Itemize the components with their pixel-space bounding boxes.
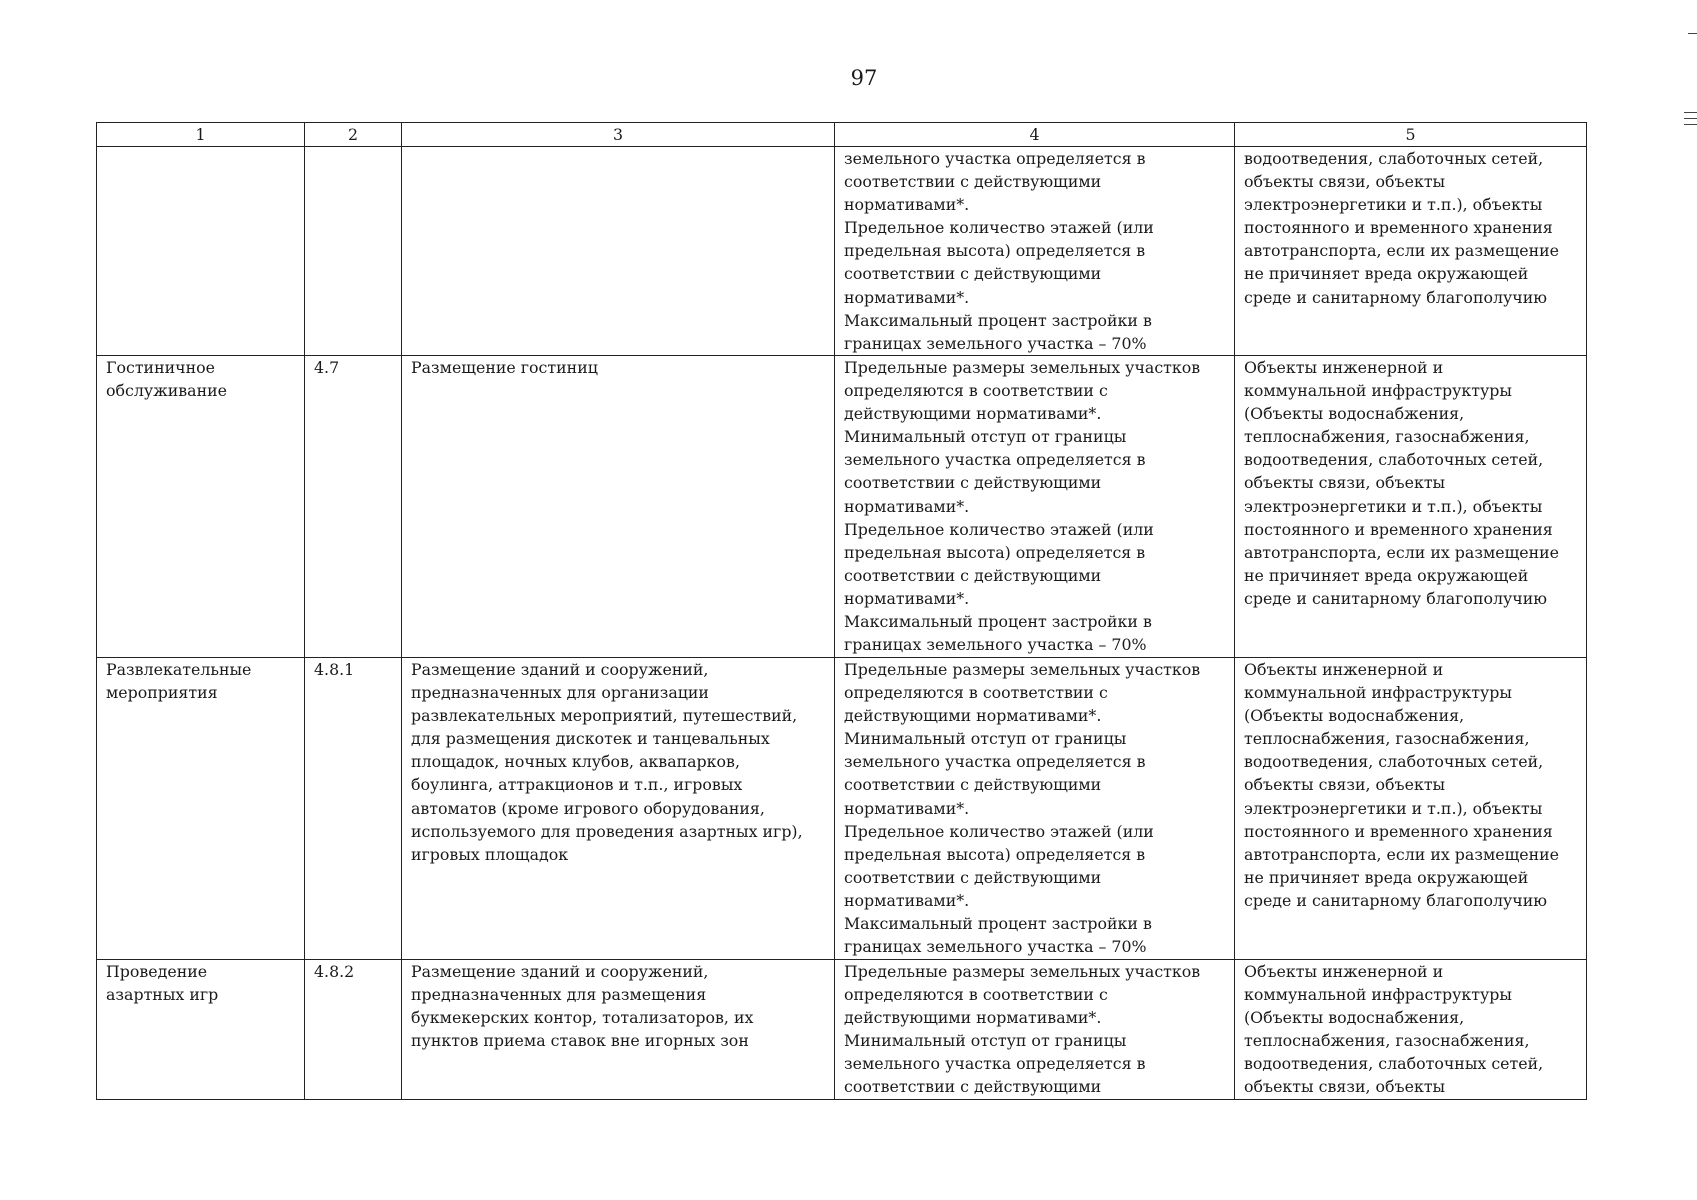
use-code-cell — [305, 147, 402, 356]
use-description-cell — [402, 658, 835, 960]
scan-margin-mark — [1688, 33, 1697, 34]
use-code-cell — [305, 356, 402, 658]
table-row — [97, 960, 1587, 1100]
land-use-table — [96, 122, 1587, 1100]
table-row — [97, 147, 1587, 356]
table-row — [97, 658, 1587, 960]
auxiliary-text: Объекты инженерной и коммунальной инфраструктуры (Объекты водоснабжения, теплоснабжения, газоснабжения, водоотведения, слаботочных сетей, объекты связи, объекты электроэнергетики и т.п.), объекты постоянного и временного хранения автотранспорта, если их размещение не причиняет вреда окружающей среде и санитарному благополучию — [1244, 358, 1560, 608]
header-cell-3: 3 — [402, 123, 835, 147]
parameters-cell — [835, 960, 1235, 1100]
parameters-text: земельного участка определяется в соответствии с действующими нормативами*. Предельное количество этажей (или предельная высота) определяется в соответствии с действующими нормативами*. Максимальный процент застройки в границах земельного участка – 70% — [844, 149, 1154, 353]
use-description: Размещение гостиниц — [411, 358, 598, 377]
use-name-cell — [97, 658, 305, 960]
use-name-cell — [97, 356, 305, 658]
use-name-cell — [97, 147, 305, 356]
use-code: 4.7 — [314, 358, 340, 377]
parameters-text: Предельные размеры земельных участков определяются в соответствии с действующими нормативами*. Минимальный отступ от границы земельного участка определяется в соответствии с действующими — [844, 962, 1201, 1097]
use-code: 4.8.1 — [314, 660, 355, 679]
parameters-cell — [835, 658, 1235, 960]
use-code-cell — [305, 960, 402, 1100]
use-description: Размещение зданий и сооружений, предназначенных для размещения букмекерских контор, тотализаторов, их пунктов приема ставок вне игорных зон — [411, 962, 754, 1051]
header-cell-1: 1 — [97, 123, 305, 147]
use-description-cell — [402, 147, 835, 356]
parameters-cell — [835, 356, 1235, 658]
use-description-cell — [402, 356, 835, 658]
header-row — [97, 123, 1587, 147]
header-cell-2: 2 — [305, 123, 402, 147]
auxiliary-text: водоотведения, слаботочных сетей, объекты связи, объекты электроэнергетики и т.п.), объекты постоянного и временного хранения автотранспорта, если их размещение не причиняет вреда окружающей среде и санитарному благополучию — [1244, 149, 1560, 307]
auxiliary-text: Объекты инженерной и коммунальной инфраструктуры (Объекты водоснабжения, теплоснабжения, газоснабжения, водоотведения, слаботочных сетей, объекты связи, объекты электроэнергетики и т.п.), объекты постоянного и временного хранения автотранспорта, если их размещение не причиняет вреда окружающей среде и санитарному благополучию — [1244, 660, 1560, 910]
scan-margin-mark — [1684, 112, 1697, 113]
use-name-cell — [97, 960, 305, 1100]
auxiliary-cell — [1235, 658, 1587, 960]
use-name: Развлекательные мероприятия — [106, 660, 252, 703]
page-number: 97 — [850, 66, 878, 90]
scan-margin-mark — [1684, 124, 1697, 125]
use-description-cell — [402, 960, 835, 1100]
auxiliary-cell — [1235, 960, 1587, 1100]
auxiliary-cell — [1235, 147, 1587, 356]
auxiliary-text: Объекты инженерной и коммунальной инфраструктуры (Объекты водоснабжения, теплоснабжения, газоснабжения, водоотведения, слаботочных сетей, объекты связи, объекты — [1244, 962, 1544, 1097]
scan-margin-mark — [1684, 118, 1697, 119]
use-description: Размещение зданий и сооружений, предназначенных для организации развлекательных мероприятий, путешествий, для размещения дискотек и танцевальных площадок, ночных клубов, аквапарков, боулинга, аттракционов и т.п., игровых автоматов (кроме игрового оборудования, используемого для проведения азартных игр), игровых площадок — [411, 660, 803, 864]
header-cell-5: 5 — [1235, 123, 1587, 147]
header-cell-4: 4 — [835, 123, 1235, 147]
use-code-cell — [305, 658, 402, 960]
parameters-text: Предельные размеры земельных участков определяются в соответствии с действующими нормативами*. Минимальный отступ от границы земельного участка определяется в соответствии с действующими нормативами*. Предельное количество этажей (или предельная высота) определяется в соответствии с действующими нормативами*. Максимальный процент застройки в границах земельного участка – 70% — [844, 358, 1201, 655]
use-code: 4.8.2 — [314, 962, 355, 981]
parameters-text: Предельные размеры земельных участков определяются в соответствии с действующими нормативами*. Минимальный отступ от границы земельного участка определяется в соответствии с действующими нормативами*. Предельное количество этажей (или предельная высота) определяется в соответствии с действующими нормативами*. Максимальный процент застройки в границах земельного участка – 70% — [844, 660, 1201, 957]
auxiliary-cell — [1235, 356, 1587, 658]
parameters-cell — [835, 147, 1235, 356]
use-name: Проведение азартных игр — [106, 962, 219, 1005]
use-name: Гостиничное обслуживание — [106, 358, 227, 401]
table-row — [97, 356, 1587, 658]
